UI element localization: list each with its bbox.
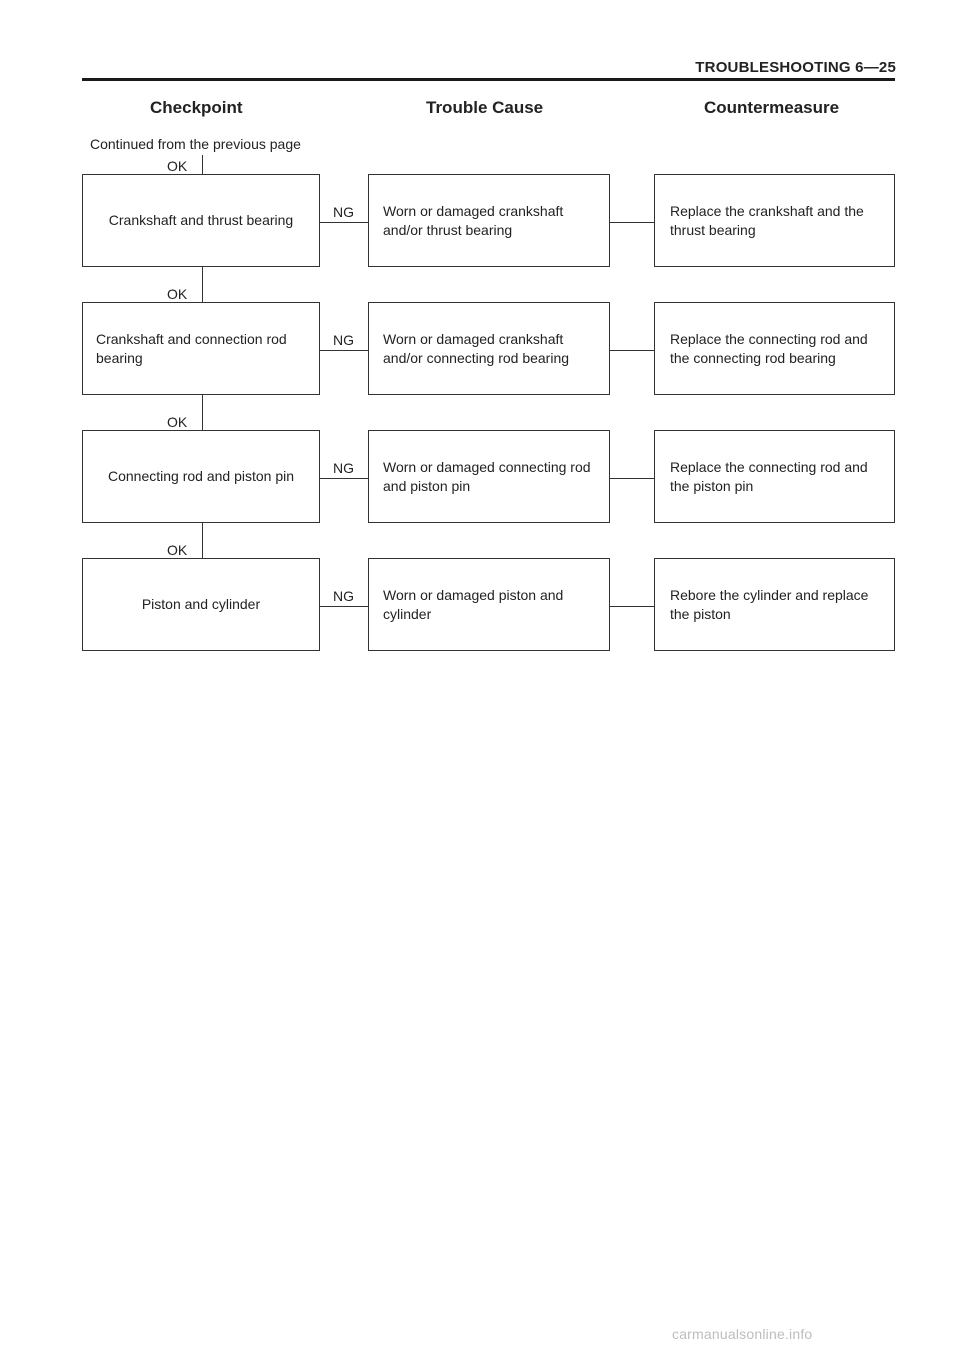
continued-note: Continued from the previous page [90,136,301,152]
countermeasure-text: Replace the connecting rod and the piston pin [670,458,868,494]
column-heading-countermeasure: Countermeasure [704,98,840,117]
column-heading-trouble-cause: Trouble Cause [426,98,544,117]
ng-connector [320,606,368,607]
ng-connector [320,222,368,223]
watermark-footer: carmanualsonline.info [672,1326,813,1342]
ok-label: OK [167,414,188,430]
checkpoint-box [82,174,320,267]
trouble-cause-text: Worn or damaged connecting rod and piston pin [383,458,591,494]
ok-connector-vertical [202,523,203,559]
checkpoint-box [82,302,320,395]
checkpoint-text: Crankshaft and connection rod bearing [96,330,287,366]
header-rule [82,78,895,81]
ok-connector-vertical [202,267,203,303]
ok-label: OK [167,286,188,302]
trouble-cause-box [368,430,610,523]
ng-label: NG [333,588,354,604]
countermeasure-text: Replace the connecting rod and the connecting rod bearing [670,330,868,366]
checkpoint-box [82,558,320,651]
ng-label: NG [333,204,354,220]
trouble-cause-text: Worn or damaged crankshaft and/or thrust bearing [383,202,564,238]
countermeasure-box [654,174,895,267]
checkpoint-box [82,430,320,523]
trouble-cause-box [368,174,610,267]
ng-connector [320,478,368,479]
countermeasure-text: Rebore the cylinder and replace the piston [670,586,869,622]
ok-connector-vertical [202,395,203,431]
countermeasure-connector [610,606,654,607]
ok-connector-vertical [202,155,203,175]
ng-label: NG [333,332,354,348]
countermeasure-text: Replace the crankshaft and the thrust bearing [670,202,864,238]
page-title: TROUBLESHOOTING 6—25 [695,59,896,76]
ok-label: OK [167,158,188,174]
checkpoint-text: Piston and cylinder [141,596,261,612]
trouble-cause-box [368,302,610,395]
trouble-cause-text: Worn or damaged piston and cylinder [383,586,564,622]
countermeasure-connector [610,222,654,223]
ng-label: NG [333,460,354,476]
countermeasure-connector [610,350,654,351]
trouble-cause-text: Worn or damaged crankshaft and/or connecting rod bearing [383,330,570,366]
ok-label: OK [167,542,188,558]
checkpoint-text: Crankshaft and thrust bearing [108,212,294,228]
ng-connector [320,350,368,351]
countermeasure-box [654,430,895,523]
countermeasure-box [654,558,895,651]
trouble-cause-box [368,558,610,651]
countermeasure-connector [610,478,654,479]
countermeasure-box [654,302,895,395]
column-heading-checkpoint: Checkpoint [150,98,243,117]
checkpoint-text: Connecting rod and piston pin [107,468,295,484]
